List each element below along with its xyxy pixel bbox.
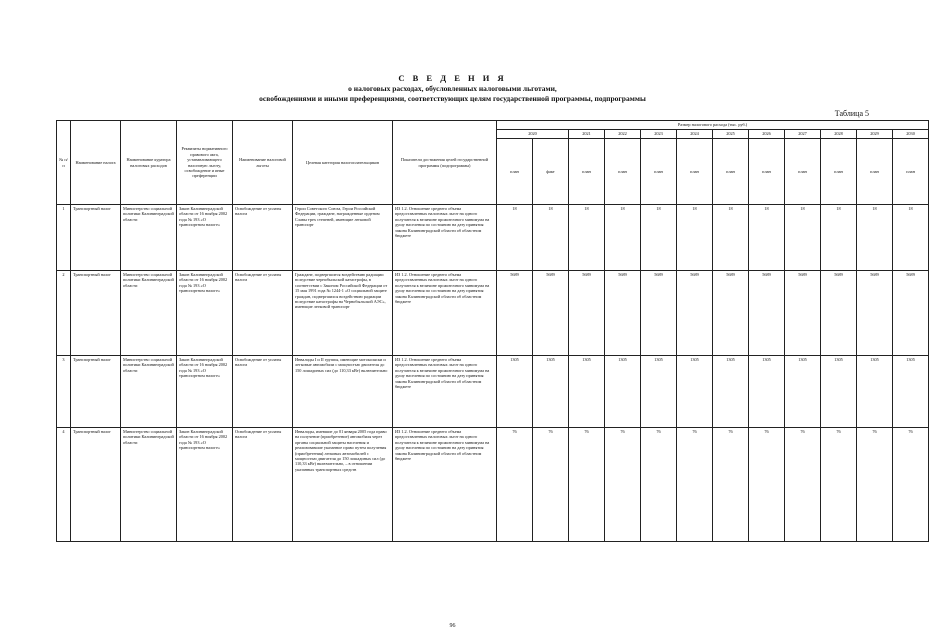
cell-value: 1305 (533, 356, 569, 428)
table-row (57, 271, 929, 356)
cell-indicator: ИЗ 1.2. Отношение среднего объема предоставленных налоговых льгот на одного получателя к величине прожиточного минимума на душу населения по состоянию на дату принятия закона Калининградской области об областном бюджете (393, 205, 497, 271)
header-sub: факт (533, 139, 569, 205)
cell-value: 5689 (785, 271, 821, 356)
cell-value: 18 (857, 205, 893, 271)
cell-value: 76 (749, 428, 785, 542)
header-category: Целевая категория налогоплательщиков (293, 121, 393, 205)
cell-value: 1305 (713, 356, 749, 428)
header-size: Размер налогового расхода (тыс. руб.) (497, 121, 929, 130)
cell-curator: Министерство социальной политики Калининградской области (121, 356, 177, 428)
cell-benefit: Освобождение от уплаты налога (233, 205, 293, 271)
cell-value: 18 (749, 205, 785, 271)
cell-act: Закон Калининградской области от 16 ноября 2002 года № 193 «О транспортном налоге» (177, 271, 233, 356)
cell-value: 1305 (893, 356, 929, 428)
cell-tax: Транспортный налог (71, 356, 121, 428)
header-year: 2030 (893, 130, 929, 139)
header-sub: план (893, 139, 929, 205)
header-year: 2021 (569, 130, 605, 139)
cell-value: 18 (497, 205, 533, 271)
cell-value: 5689 (857, 271, 893, 356)
cell-value: 5689 (605, 271, 641, 356)
cell-value: 18 (677, 205, 713, 271)
header-year: 2024 (677, 130, 713, 139)
document-title-block (0, 73, 905, 104)
header-sub: план (749, 139, 785, 205)
cell-value: 5689 (533, 271, 569, 356)
cell-num: 2 (57, 271, 71, 356)
cell-value: 5689 (497, 271, 533, 356)
cell-indicator: ИЗ 1.2. Отношение среднего объема предоставленных налоговых льгот на одного получателя к величине прожиточного минимума на душу населения по состоянию на дату принятия закона Калининградской области об областном бюджете (393, 271, 497, 356)
cell-benefit: Освобождение от уплаты налога (233, 356, 293, 428)
header-curator: Наименование куратора налоговых расходов (121, 121, 177, 205)
table-row (57, 205, 929, 271)
cell-value: 76 (821, 428, 857, 542)
cell-indicator: ИЗ 1.2. Отношение среднего объема предоставленных налоговых льгот на одного получателя к величине прожиточного минимума на душу населения по состоянию на дату принятия закона Калининградской области об областном бюджете (393, 356, 497, 428)
header-sub: план (857, 139, 893, 205)
cell-value: 5689 (749, 271, 785, 356)
cell-value: 18 (893, 205, 929, 271)
cell-tax: Транспортный налог (71, 428, 121, 542)
header-year: 2029 (857, 130, 893, 139)
cell-value: 5689 (641, 271, 677, 356)
cell-value: 5689 (677, 271, 713, 356)
cell-value: 18 (785, 205, 821, 271)
header-num: № п/п (57, 121, 71, 205)
cell-value: 1305 (497, 356, 533, 428)
cell-value: 18 (533, 205, 569, 271)
cell-category: Герои Советского Союза, Герои Российской Федерации, граждане, награжденные орденом Славы трех степеней, имеющие легковой транспорт (293, 205, 393, 271)
cell-curator: Министерство социальной политики Калининградской области (121, 428, 177, 542)
cell-act: Закон Калининградской области от 16 ноября 2002 года № 193 «О транспортном налоге» (177, 356, 233, 428)
document-subtitle-line2: освобождениями и иными преференциями, соответствующих целям государственной программы, подпрограммы (259, 94, 646, 103)
header-year: 2020 (497, 130, 569, 139)
cell-num: 3 (57, 356, 71, 428)
cell-category: Инвалиды I и II группы, имеющие мотоколяски и легковые автомобили с мощностью двигателя до 150 лошадиных сил (до 110,33 кВт) включительно (293, 356, 393, 428)
cell-value: 1305 (569, 356, 605, 428)
cell-curator: Министерство социальной политики Калининградской области (121, 271, 177, 356)
cell-value: 1305 (821, 356, 857, 428)
cell-value: 5689 (821, 271, 857, 356)
document-subtitle-line1: о налоговых расходах, обусловленных налоговыми льготами, (348, 84, 557, 93)
cell-benefit: Освобождение от уплаты налога (233, 271, 293, 356)
cell-benefit: Освобождение от уплаты налога (233, 428, 293, 542)
cell-num: 4 (57, 428, 71, 542)
header-sub: план (713, 139, 749, 205)
header-sub: план (785, 139, 821, 205)
cell-value: 1305 (605, 356, 641, 428)
cell-indicator: ИЗ 1.2. Отношение среднего объема предоставленных налоговых льгот на одного получателя к величине прожиточного минимума на душу населения по состоянию на дату принятия закона Калининградской области об областном бюджете (393, 428, 497, 542)
table-label: Таблица 5 (834, 109, 869, 118)
cell-value: 76 (713, 428, 749, 542)
header-year: 2026 (749, 130, 785, 139)
cell-value: 76 (569, 428, 605, 542)
cell-value: 76 (641, 428, 677, 542)
cell-value: 18 (641, 205, 677, 271)
header-tax-name: Наименование налога (71, 121, 121, 205)
cell-tax: Транспортный налог (71, 271, 121, 356)
cell-num: 1 (57, 205, 71, 271)
cell-value: 5689 (713, 271, 749, 356)
cell-value: 1305 (857, 356, 893, 428)
cell-value: 76 (785, 428, 821, 542)
cell-act: Закон Калининградской области от 16 ноября 2002 года № 193 «О транспортном налоге» (177, 205, 233, 271)
cell-value: 1305 (677, 356, 713, 428)
cell-value: 76 (533, 428, 569, 542)
cell-category: Инвалиды, имевшие до 01 января 2005 года право на получение (приобретение) автомобиля через органы социальной защиты населения и реализовавшие указанное право путем получения (приобретения) легковых автомобилей с мощностью двигателя до 150 лошадиных сил (до 110,33 кВт) включительно, – в отношении указанных транспортных средств (293, 428, 393, 542)
cell-curator: Министерство социальной политики Калининградской области (121, 205, 177, 271)
cell-value: 76 (857, 428, 893, 542)
cell-act: Закон Калининградской области от 16 ноября 2002 года № 193 «О транспортном налоге» (177, 428, 233, 542)
cell-value: 18 (569, 205, 605, 271)
cell-value: 76 (677, 428, 713, 542)
header-year: 2028 (821, 130, 857, 139)
header-benefit: Наименование налоговой льготы (233, 121, 293, 205)
cell-value: 18 (713, 205, 749, 271)
cell-value: 76 (605, 428, 641, 542)
header-year: 2023 (641, 130, 677, 139)
cell-value: 1305 (641, 356, 677, 428)
cell-tax: Транспортный налог (71, 205, 121, 271)
header-sub: план (605, 139, 641, 205)
cell-value: 5689 (893, 271, 929, 356)
cell-value: 76 (893, 428, 929, 542)
cell-value: 5689 (569, 271, 605, 356)
cell-value: 76 (497, 428, 533, 542)
header-sub: план (569, 139, 605, 205)
header-sub: план (641, 139, 677, 205)
document-title: С В Е Д Е Н И Я (398, 73, 507, 83)
table-row (57, 356, 929, 428)
header-year: 2022 (605, 130, 641, 139)
header-indicator: Показатели достижения целей государственной программы (подпрограммы) (393, 121, 497, 205)
table-row (57, 428, 929, 542)
cell-value: 18 (605, 205, 641, 271)
header-year: 2025 (713, 130, 749, 139)
cell-value: 1305 (749, 356, 785, 428)
header-sub: план (497, 139, 533, 205)
header-act: Реквизиты нормативного правового акта, устанавливающего налоговую льготу, освобождение и иные преференции (177, 121, 233, 205)
header-sub: план (821, 139, 857, 205)
cell-value: 1305 (785, 356, 821, 428)
tax-expenditure-table (56, 120, 929, 542)
cell-category: Граждане, подвергшиеся воздействию радиации вследствие чернобыльской катастрофы, в соответствии с Законом Российской Федерации от 15 мая 1991 года № 1244-1 «О социальной защите граждан, подвергшихся воздействию радиации вследствие катастрофы на Чернобыльской АЭС», имеющие легковой транспорт (293, 271, 393, 356)
page-number: 96 (449, 623, 456, 629)
cell-value: 18 (821, 205, 857, 271)
header-sub: план (677, 139, 713, 205)
header-year: 2027 (785, 130, 821, 139)
